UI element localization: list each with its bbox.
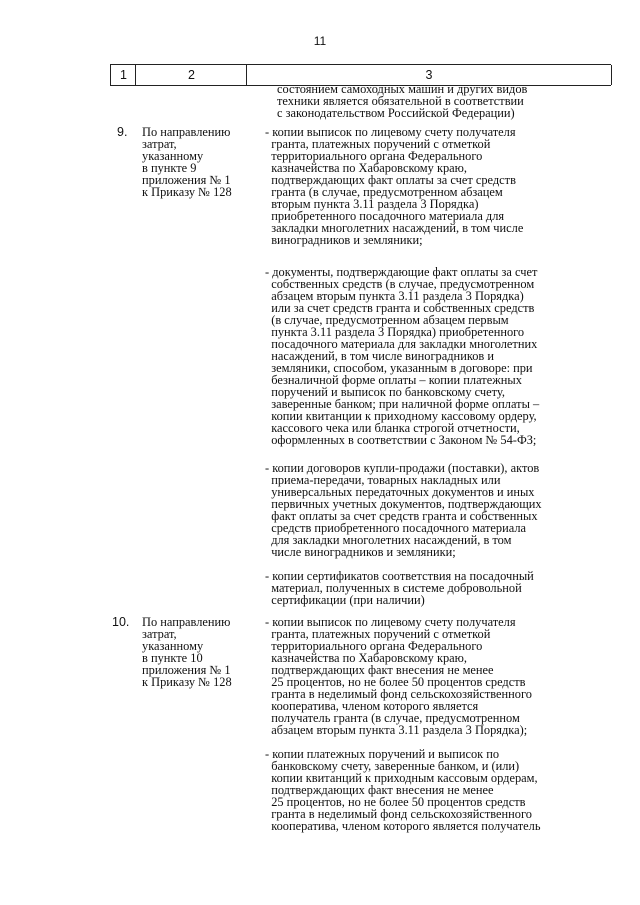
header-col-1: 1 xyxy=(110,65,136,85)
header-col-3: 3 xyxy=(246,65,612,85)
row-number: 10. xyxy=(112,615,130,629)
header-col-2: 2 xyxy=(135,65,247,85)
row-number: 9. xyxy=(117,125,128,139)
document-item: - копии сертификатов соответствия на посадочный материал, полученных в системе добровольной сертификации (при наличии) xyxy=(265,569,534,607)
document-item: - копии договоров купли-продажи (поставки), актов приема-передачи, товарных накладных или универсальных передаточных документов и иных первичных учетных документов, подтверждающих факт оплаты за счет средств гранта и собственных средств приобретенного посадочного материала для закладки многолетних насаждений, в том числе виноградников и земляники; xyxy=(265,461,542,559)
document-item: - документы, подтверждающие факт оплаты за счет собственных средств (в случае, предусмотренном абзацем вторым пункта 3.11 раздела 3 Порядка) или за счет средств гранта и собственных средств (в случае, предусмотренном абзацем первым пункта 3.11 раздела 3 Порядка) приобретенного посадочного материала для закладки многолетних насаждений, в том числе виноградников и земляники, способом, указанным в договоре: при безналичной форме оплаты – копии платежных поручений и выписок по банковскому счету, заверенные банком; при наличной форме оплаты – копии квитанции к приходному кассовому ордеру, кассового чека или бланка строгой отчетности, оформленных в соответствии с Законом № 54-ФЗ; xyxy=(265,265,540,447)
document-item: - копии платежных поручений и выписок по банковскому счету, заверенные банком, и (или) копии квитанций к приходным кассовым ордерам, подтверждающих факт внесения не менее 25 процентов, но не более 50 процентов средств гранта в неделимый фонд сельскохозяйственного кооператива, членом которого является получатель xyxy=(265,747,541,833)
expense-direction: По направлению затрат, указанному в пункте 10 приложения № 1 к Приказу № 128 xyxy=(142,615,232,689)
continuation-text: состоянием самоходных машин и других видов техники является обязательной в соответствии с законодательством Российской Федерации) xyxy=(277,82,528,120)
document-item: - копии выписок по лицевому счету получателя гранта, платежных поручений с отметкой территориального органа Федерального казначейства по Хабаровскому краю, подтверждающих факт внесения не менее 25 процентов, но не более 50 процентов средств гранта в неделимый фонд сельскохозяйственного кооператива, членом которого является получатель гранта (в случае, предусмотренном абзацем вторым пункта 3.11 раздела 3 Порядка); xyxy=(265,615,532,737)
document-item: - копии выписок по лицевому счету получателя гранта, платежных поручений с отметкой территориального органа Федерального казначейства по Хабаровскому краю, подтверждающих факт оплаты за счет средств гранта (в случае, предусмотренном абзацем вторым пункта 3.11 раздела 3 Порядка) приобретенного посадочного материала для закладки многолетних насаждений, в том числе виноградников и земляники; xyxy=(265,125,524,247)
page-number: 11 xyxy=(313,34,327,48)
expense-direction: По направлению затрат, указанному в пункте 9 приложения № 1 к Приказу № 128 xyxy=(142,125,232,199)
